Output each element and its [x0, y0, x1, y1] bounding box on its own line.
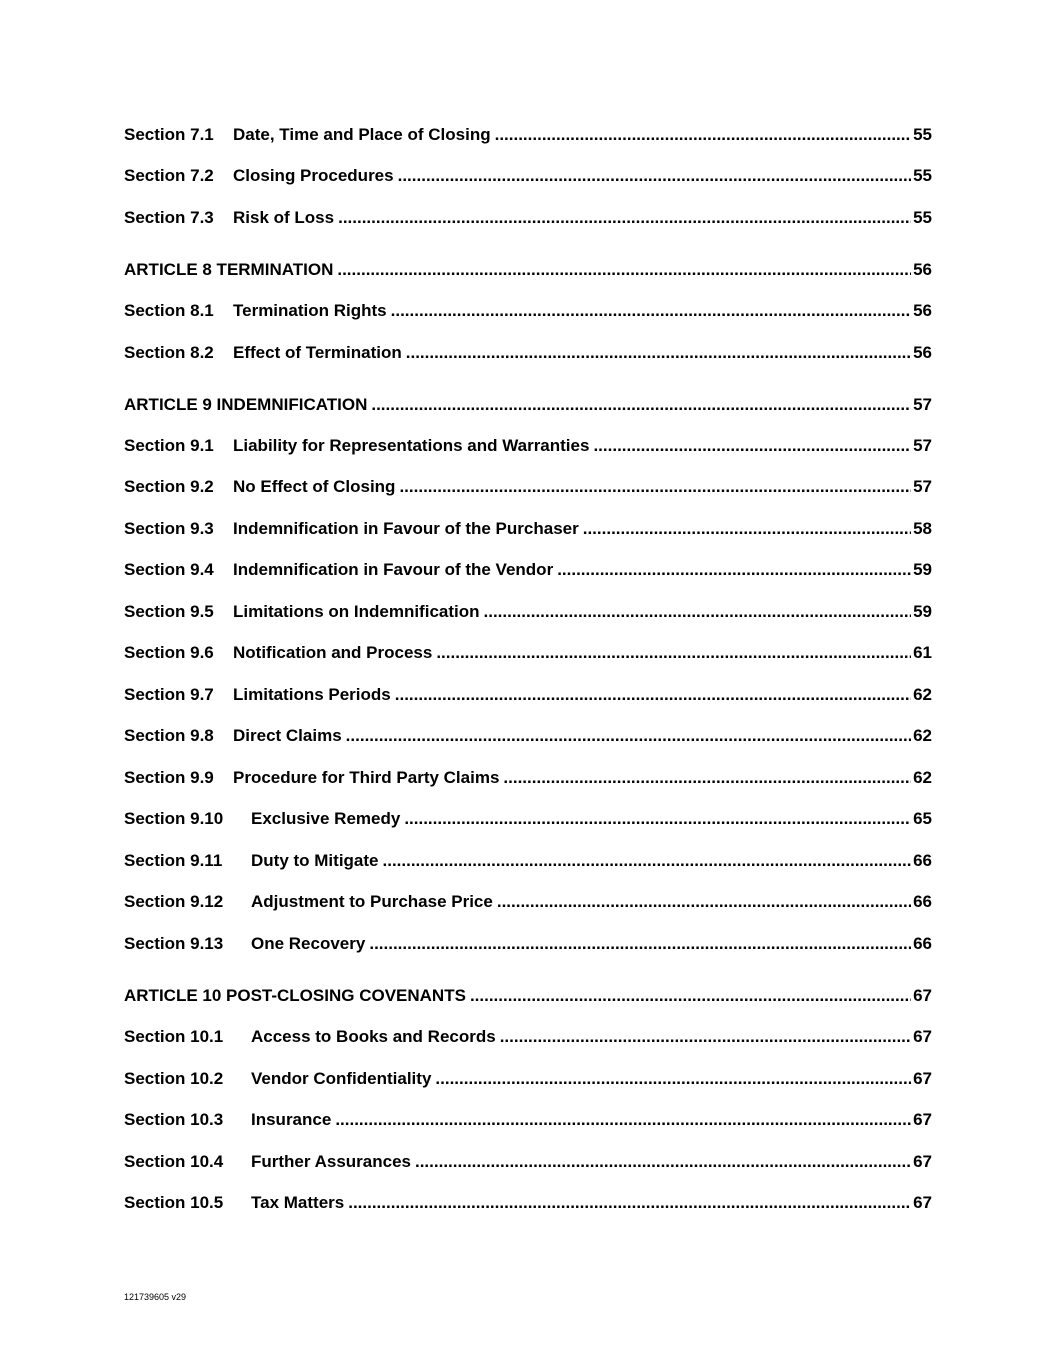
toc-title: Exclusive Remedy	[251, 809, 401, 828]
toc-page: 62	[913, 685, 932, 704]
toc-page: 59	[913, 602, 932, 621]
toc-page: 67	[913, 1193, 932, 1212]
toc-number: Section 9.7	[124, 685, 214, 704]
toc-number: Section 9.8	[124, 726, 214, 745]
toc-page: 67	[913, 1152, 932, 1171]
toc-title: Direct Claims	[233, 726, 342, 745]
dot-leader	[383, 850, 912, 872]
dot-leader	[404, 808, 911, 830]
toc-page: 55	[913, 166, 932, 185]
toc-article-title: ARTICLE 9 INDEMNIFICATION	[124, 395, 368, 414]
toc-number: Section 9.2	[124, 477, 214, 496]
toc-number: Section 10.1	[124, 1027, 224, 1046]
toc-entry[interactable]	[124, 601, 932, 623]
toc-entry[interactable]	[124, 124, 932, 146]
toc-number: Section 9.6	[124, 643, 214, 662]
toc-page: 55	[913, 208, 932, 227]
toc-page: 67	[913, 1069, 932, 1088]
toc-number: Section 10.2	[124, 1069, 224, 1088]
toc-number: Section 9.13	[124, 934, 224, 953]
dot-leader	[436, 642, 911, 664]
toc-entry[interactable]	[124, 808, 932, 830]
toc-title: Indemnification in Favour of the Purchaser	[233, 519, 579, 538]
toc-title: Procedure for Third Party Claims	[233, 768, 500, 787]
toc-page: 57	[913, 395, 932, 414]
dot-leader	[346, 725, 911, 747]
toc-page: 57	[913, 477, 932, 496]
toc-title: Indemnification in Favour of the Vendor	[233, 560, 554, 579]
toc-number: Section 7.3	[124, 208, 214, 227]
toc-article-title: ARTICLE 10 POST-CLOSING COVENANTS	[124, 986, 466, 1005]
toc-entry[interactable]	[124, 300, 932, 322]
toc-number: Section 9.4	[124, 560, 214, 579]
toc-entry[interactable]	[124, 767, 932, 789]
toc-page: 58	[913, 519, 932, 538]
dot-leader	[497, 891, 911, 913]
dot-leader	[337, 259, 911, 281]
toc-title: Tax Matters	[251, 1193, 345, 1212]
document-id-footer: 121739605 v29	[124, 1292, 187, 1302]
toc-entry[interactable]	[124, 1192, 932, 1214]
toc-page: 57	[913, 436, 932, 455]
toc-entry[interactable]	[124, 1151, 932, 1173]
toc-page: 55	[913, 125, 932, 144]
toc-title: Duty to Mitigate	[251, 851, 379, 870]
toc-entry[interactable]	[124, 165, 932, 187]
toc-page: 56	[913, 301, 932, 320]
dot-leader	[557, 559, 911, 581]
toc-number: Section 7.2	[124, 166, 214, 185]
toc-page: 67	[913, 1027, 932, 1046]
toc-page: 66	[913, 892, 932, 911]
toc-entry[interactable]	[124, 725, 932, 747]
dot-leader	[399, 476, 911, 498]
toc-page: 67	[913, 1110, 932, 1129]
toc-entry[interactable]	[124, 518, 932, 540]
toc-page: 56	[913, 260, 932, 279]
toc-number: Section 8.2	[124, 343, 214, 362]
toc-article-title: ARTICLE 8 TERMINATION	[124, 260, 334, 279]
toc-title: Vendor Confidentiality	[251, 1069, 432, 1088]
toc-title: Limitations Periods	[233, 685, 391, 704]
toc-entry[interactable]	[124, 642, 932, 664]
dot-leader	[348, 1192, 911, 1214]
toc-number: Section 9.12	[124, 892, 224, 911]
dot-leader	[335, 1109, 911, 1131]
dot-leader	[415, 1151, 911, 1173]
toc-number: Section 9.9	[124, 768, 214, 787]
toc-number: Section 8.1	[124, 301, 214, 320]
dot-leader	[484, 601, 912, 623]
toc-title: Risk of Loss	[233, 208, 335, 227]
toc-title: No Effect of Closing	[233, 477, 396, 496]
toc-title: Liability for Representations and Warranties	[233, 436, 590, 455]
toc-number: Section 10.4	[124, 1152, 224, 1171]
toc-number: Section 7.1	[124, 125, 214, 144]
dot-leader	[470, 985, 911, 1007]
dot-leader	[406, 342, 911, 364]
dot-leader	[395, 684, 911, 706]
toc-entry[interactable]	[124, 476, 932, 498]
toc-page: 56	[913, 343, 932, 362]
toc-number: Section 9.11	[124, 851, 223, 870]
toc-entry[interactable]	[124, 891, 932, 913]
toc-article-entry[interactable]	[124, 259, 932, 281]
toc-title: Notification and Process	[233, 643, 433, 662]
toc-page: 59	[913, 560, 932, 579]
dot-leader	[593, 435, 911, 457]
toc-title: Closing Procedures	[233, 166, 394, 185]
dot-leader	[371, 394, 911, 416]
toc-number: Section 9.5	[124, 602, 214, 621]
toc-entry[interactable]	[124, 1109, 932, 1131]
toc-page: 66	[913, 851, 932, 870]
toc-page: 61	[913, 643, 932, 662]
toc-page: 62	[913, 768, 932, 787]
toc-title: Adjustment to Purchase Price	[251, 892, 493, 911]
dot-leader	[503, 767, 911, 789]
dot-leader	[500, 1026, 911, 1048]
toc-entry[interactable]	[124, 207, 932, 229]
toc-title: Insurance	[251, 1110, 332, 1129]
toc-number: Section 9.10	[124, 809, 224, 828]
dot-leader	[369, 933, 911, 955]
toc-entry[interactable]	[124, 559, 932, 581]
dot-leader	[583, 518, 911, 540]
toc-title: Further Assurances	[251, 1152, 411, 1171]
toc-entry[interactable]	[124, 1068, 932, 1090]
toc-entry[interactable]	[124, 342, 932, 364]
toc-page: 67	[913, 986, 932, 1005]
toc-page: 62	[913, 726, 932, 745]
toc-page: 66	[913, 934, 932, 953]
toc-title: Access to Books and Records	[251, 1027, 496, 1046]
toc-entry[interactable]	[124, 850, 932, 872]
toc-title: Termination Rights	[233, 301, 387, 320]
toc-entry[interactable]	[124, 1026, 932, 1048]
toc-title: Effect of Termination	[233, 343, 402, 362]
toc-title: Date, Time and Place of Closing	[233, 125, 491, 144]
toc-number: Section 10.5	[124, 1193, 224, 1212]
toc-entry[interactable]	[124, 933, 932, 955]
dot-leader	[391, 300, 911, 322]
dot-leader	[435, 1068, 911, 1090]
toc-article-entry[interactable]	[124, 394, 932, 416]
toc-title: One Recovery	[251, 934, 366, 953]
toc-entry[interactable]	[124, 435, 932, 457]
toc-number: Section 9.3	[124, 519, 214, 538]
toc-number: Section 9.1	[124, 436, 214, 455]
toc-entry[interactable]	[124, 684, 932, 706]
toc-title: Limitations on Indemnification	[233, 602, 480, 621]
toc-page: 65	[913, 809, 932, 828]
toc-number: Section 10.3	[124, 1110, 224, 1129]
dot-leader	[338, 207, 911, 229]
toc-article-entry[interactable]	[124, 985, 932, 1007]
dot-leader	[398, 165, 911, 187]
dot-leader	[495, 124, 911, 146]
